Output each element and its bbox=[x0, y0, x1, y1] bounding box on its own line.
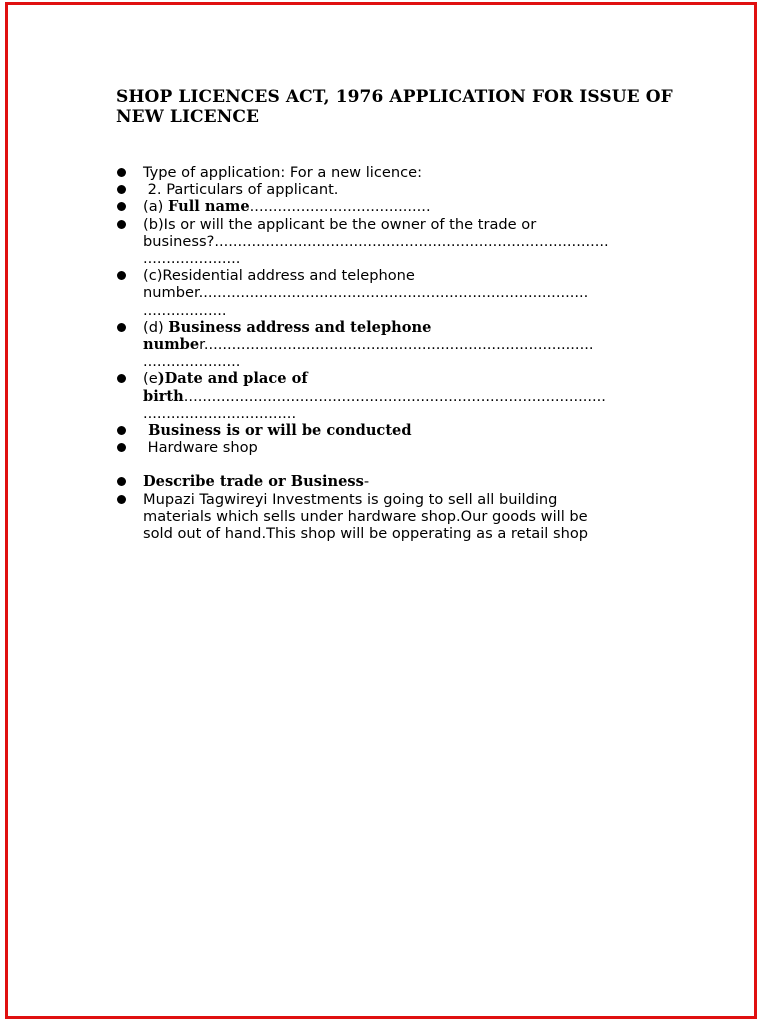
document-title: SHOP LICENCES ACT, 1976 APPLICATION FOR ISSUE OF NEW LICENCE bbox=[116, 87, 673, 127]
list-item-particulars: 2. Particulars of applicant. bbox=[0, 181, 663, 198]
bullet-icon bbox=[117, 168, 126, 177]
list-item-full-name: (a) Full name....................................... bbox=[0, 198, 663, 215]
bullet-icon bbox=[117, 495, 126, 504]
list-item-date-place-birth: (e)Date and place of birth........................................................................................... ................................. bbox=[0, 370, 663, 422]
bullet-icon bbox=[117, 185, 126, 194]
list-item-describe-trade: Describe trade or Business- bbox=[0, 473, 663, 490]
list-item-business-address: (d) Business address and telephone number.................................................................................... ..................... bbox=[0, 319, 663, 371]
list-item-hardware-shop: Hardware shop bbox=[0, 439, 663, 456]
list-item-owner-question: (b)Is or will the applicant be the owner of the trade or business?..................................................................................... ..................... bbox=[0, 216, 663, 268]
bullet-icon bbox=[117, 323, 126, 332]
bullet-icon bbox=[117, 271, 126, 280]
bullet-icon bbox=[117, 374, 126, 383]
list-item-residential-address: (c)Residential address and telephone number.................................................................................... .................. bbox=[0, 267, 663, 319]
bullet-icon bbox=[117, 202, 126, 211]
application-list bbox=[0, 164, 768, 542]
bullet-icon bbox=[117, 443, 126, 452]
spacer bbox=[0, 456, 768, 473]
bullet-icon bbox=[117, 477, 126, 486]
list-item-trade-description: Mupazi Tagwireyi Investments is going to sell all building materials which sells under hardware shop.Our goods will be sold out of hand.This shop will be opperating as a retail shop bbox=[0, 491, 663, 543]
full-name-label: Full name bbox=[167, 198, 250, 216]
bullet-icon bbox=[117, 220, 126, 229]
list-item-business-conducted: Business is or will be conducted bbox=[0, 422, 663, 439]
list-item-application-type: Type of application: For a new licence: bbox=[0, 164, 663, 181]
bullet-icon bbox=[117, 426, 126, 435]
